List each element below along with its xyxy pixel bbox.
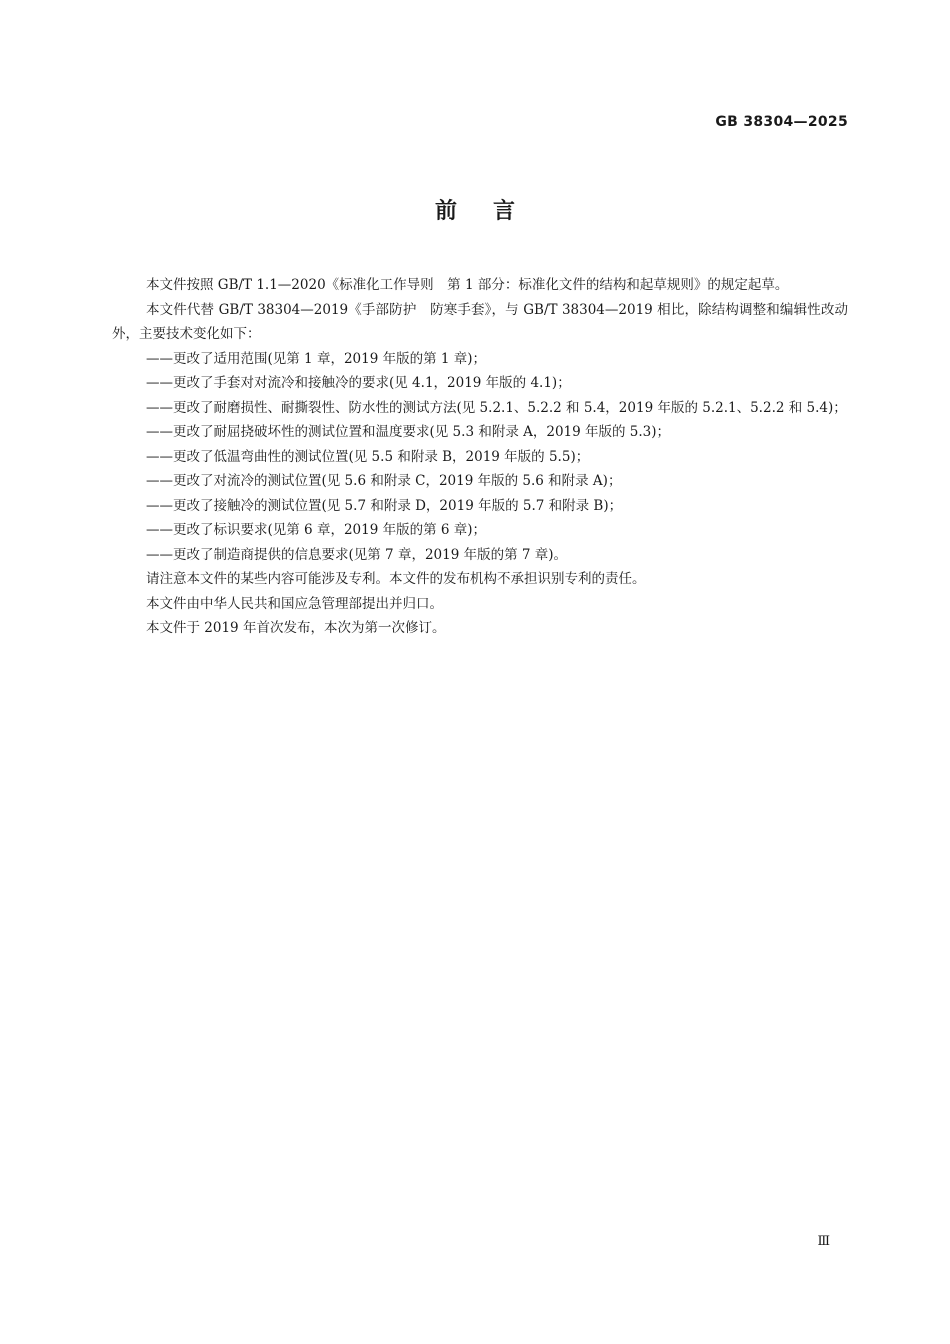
standard-number: GB 38304—2025 <box>715 114 848 130</box>
proposer-paragraph: 本文件由中华人民共和国应急管理部提出并归口。 <box>146 595 443 612</box>
replacement-paragraph: 本文件代替 GB/T 38304—2019《手部防护 防寒手套》，与 GB/T 38304—2019 相比，除结构调整和编辑性改动外，主要技术变化如下： <box>112 301 848 342</box>
page-title: 前言 <box>434 199 551 224</box>
history-paragraph: 本文件于 2019 年首次发布，本次为第一次修订。 <box>146 620 446 636</box>
patent-notice-paragraph: 请注意本文件的某些内容可能涉及专利。本文件的发布机构不承担识别专利的责任。 <box>146 571 646 587</box>
change-item: ——更改了耐磨损性、耐撕裂性、防水性的测试方法(见 5.2.1、5.2.2 和 5.4，2019 年版的 5.2.1、5.2.2 和 5.4)； <box>146 399 847 416</box>
page-number: Ⅲ <box>817 1234 830 1249</box>
change-item: ——更改了手套对对流冷和接触冷的要求(见 4.1，2019 年版的 4.1)； <box>146 375 571 391</box>
change-item: ——更改了制造商提供的信息要求(见第 7 章，2019 年版的第 7 章)。 <box>146 546 568 563</box>
change-item: ——更改了对流冷的测试位置(见 5.6 和附录 C，2019 年版的 5.6 和附录 A)； <box>146 473 622 489</box>
change-item: ——更改了适用范围(见第 1 章，2019 年版的第 1 章)； <box>146 350 487 367</box>
drafting-rules-paragraph: 本文件按照 GB/T 1.1—2020《标准化工作导则 第 1 部分：标准化文件的结构和起草规则》的规定起草。 <box>146 277 789 293</box>
change-item: ——更改了低温弯曲性的测试位置(见 5.5 和附录 B，2019 年版的 5.5)； <box>146 448 590 465</box>
change-item: ——更改了标识要求(见第 6 章，2019 年版的第 6 章)； <box>146 522 487 538</box>
change-item: ——更改了耐屈挠破坏性的测试位置和温度要求(见 5.3 和附录 A，2019 年版的 5.3)； <box>146 424 671 440</box>
foreword-body <box>112 273 848 641</box>
change-item: ——更改了接触冷的测试位置(见 5.7 和附录 D，2019 年版的 5.7 和附录 B)； <box>146 497 623 514</box>
